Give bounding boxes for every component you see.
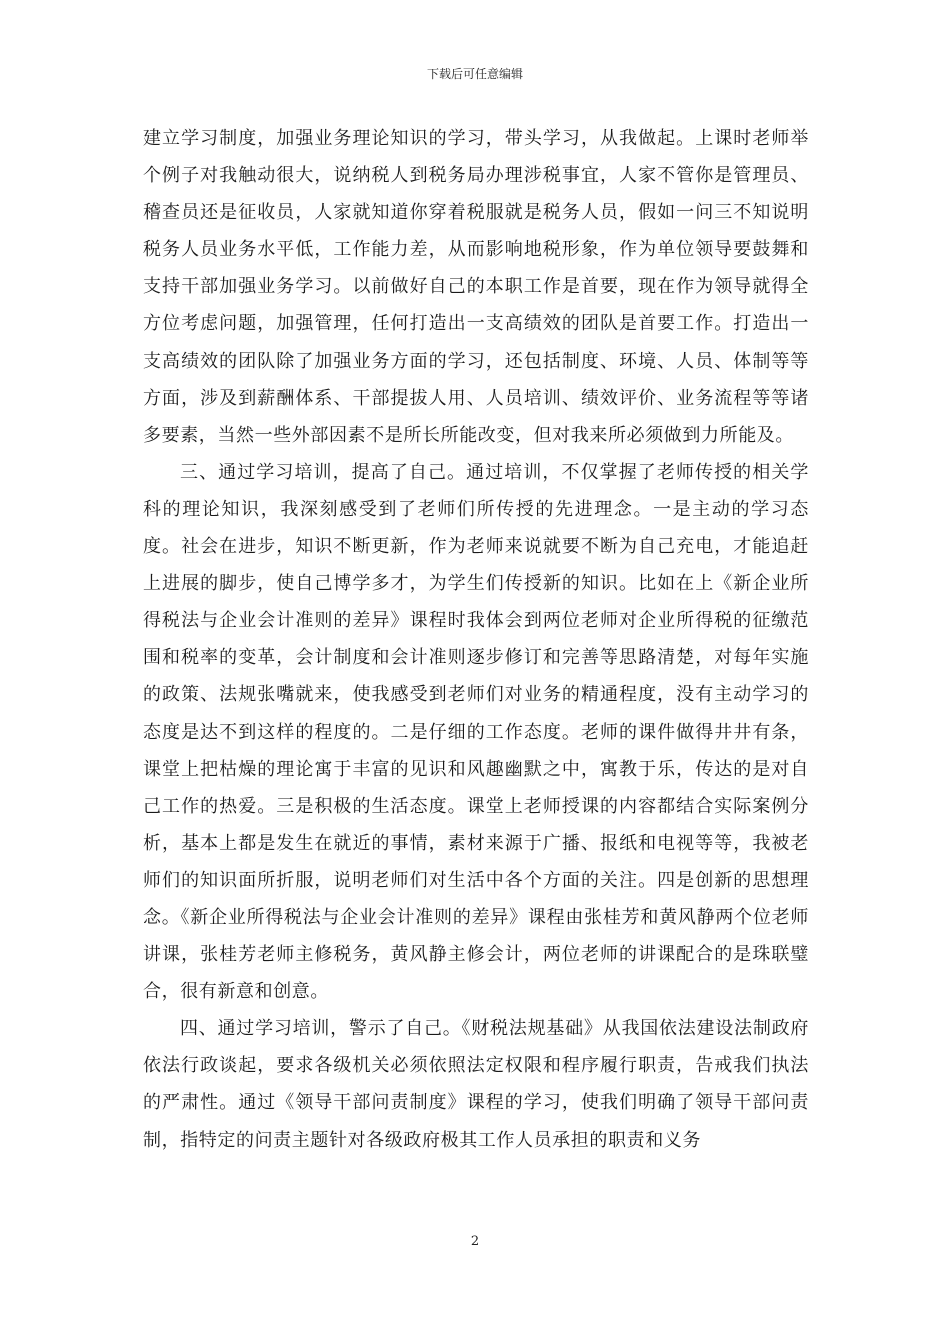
body-text [143, 120, 809, 1159]
page-number: 2 [470, 1234, 480, 1249]
paragraph-1: 建立学习制度，加强业务理论知识的学习，带头学习，从我做起。上课时老师举个例子对我触动很大，说纳税人到税务局办理涉税事宜，人家不管你是管理员、稽查员还是征收员，人家就知道你穿着税服就是税务人员，假如一问三不知说明税务人员业务水平低，工作能力差，从而影响地税形象，作为单位领导要鼓舞和支持干部加强业务学习。以前做好自己的本职工作是首要，现在作为领导就得全方位考虑问题，加强管理，任何打造出一支高绩效的团队是首要工作。打造出一支高绩效的团队除了加强业务方面的学习，还包括制度、环境、人员、体制等等方面，涉及到薪酬体系、干部提拔人用、人员培训、绩效评价、业务流程等等诸多要素，当然一些外部因素不是所长所能改变，但对我来所必须做到力所能及。 [143, 128, 809, 446]
header-note: 下载后可任意编辑 [426, 67, 523, 81]
paragraph-2: 三、通过学习培训，提高了自己。通过培训，不仅掌握了老师传授的相关学科的理论知识，我深刻感受到了老师们所传授的先进理念。一是主动的学习态度。社会在进步，知识不断更新，作为老师来说就要不断为自己充电，才能追赶上进展的脚步，使自己博学多才，为学生们传授新的知识。比如在上《新企业所得税法与企业会计准则的差异》课程时我体会到两位老师对企业所得税的征缴范围和税率的变革，会计制度和会计准则逐步修订和完善等思路清楚，对每年实施的政策、法规张嘴就来，使我感受到老师们对业务的精通程度，没有主动学习的态度是达不到这样的程度的。二是仔细的工作态度。老师的课件做得井井有条，课堂上把枯燥的理论寓于丰富的见识和风趣幽默之中，寓教于乐，传达的是对自己工作的热爱。三是积极的生活态度。课堂上老师授课的内容都结合实际案例分析，基本上都是发生在就近的事情，素材来源于广播、报纸和电视等等，我被老师们的知识面所折服，说明老师们对生活中各个方面的关注。四是创新的思想理念。《新企业所得税法与企业会计准则的差异》课程由张桂芳和黄风静两个位老师讲课，张桂芳老师主修税务，黄风静主修会计，两位老师的讲课配合的是珠联璧合，很有新意和创意。 [143, 461, 809, 1003]
paragraph-3: 四、通过学习培训，警示了自己。《财税法规基础》从我国依法建设法制政府依法行政谈起，要求各级机关必须依照法定权限和程序履行职责，告戒我们执法的严肃性。通过《领导干部问责制度》课程的学习，使我们明确了领导干部问责制，指特定的问责主题针对各级政府极其工作人员承担的职责和义务 [143, 1018, 809, 1151]
